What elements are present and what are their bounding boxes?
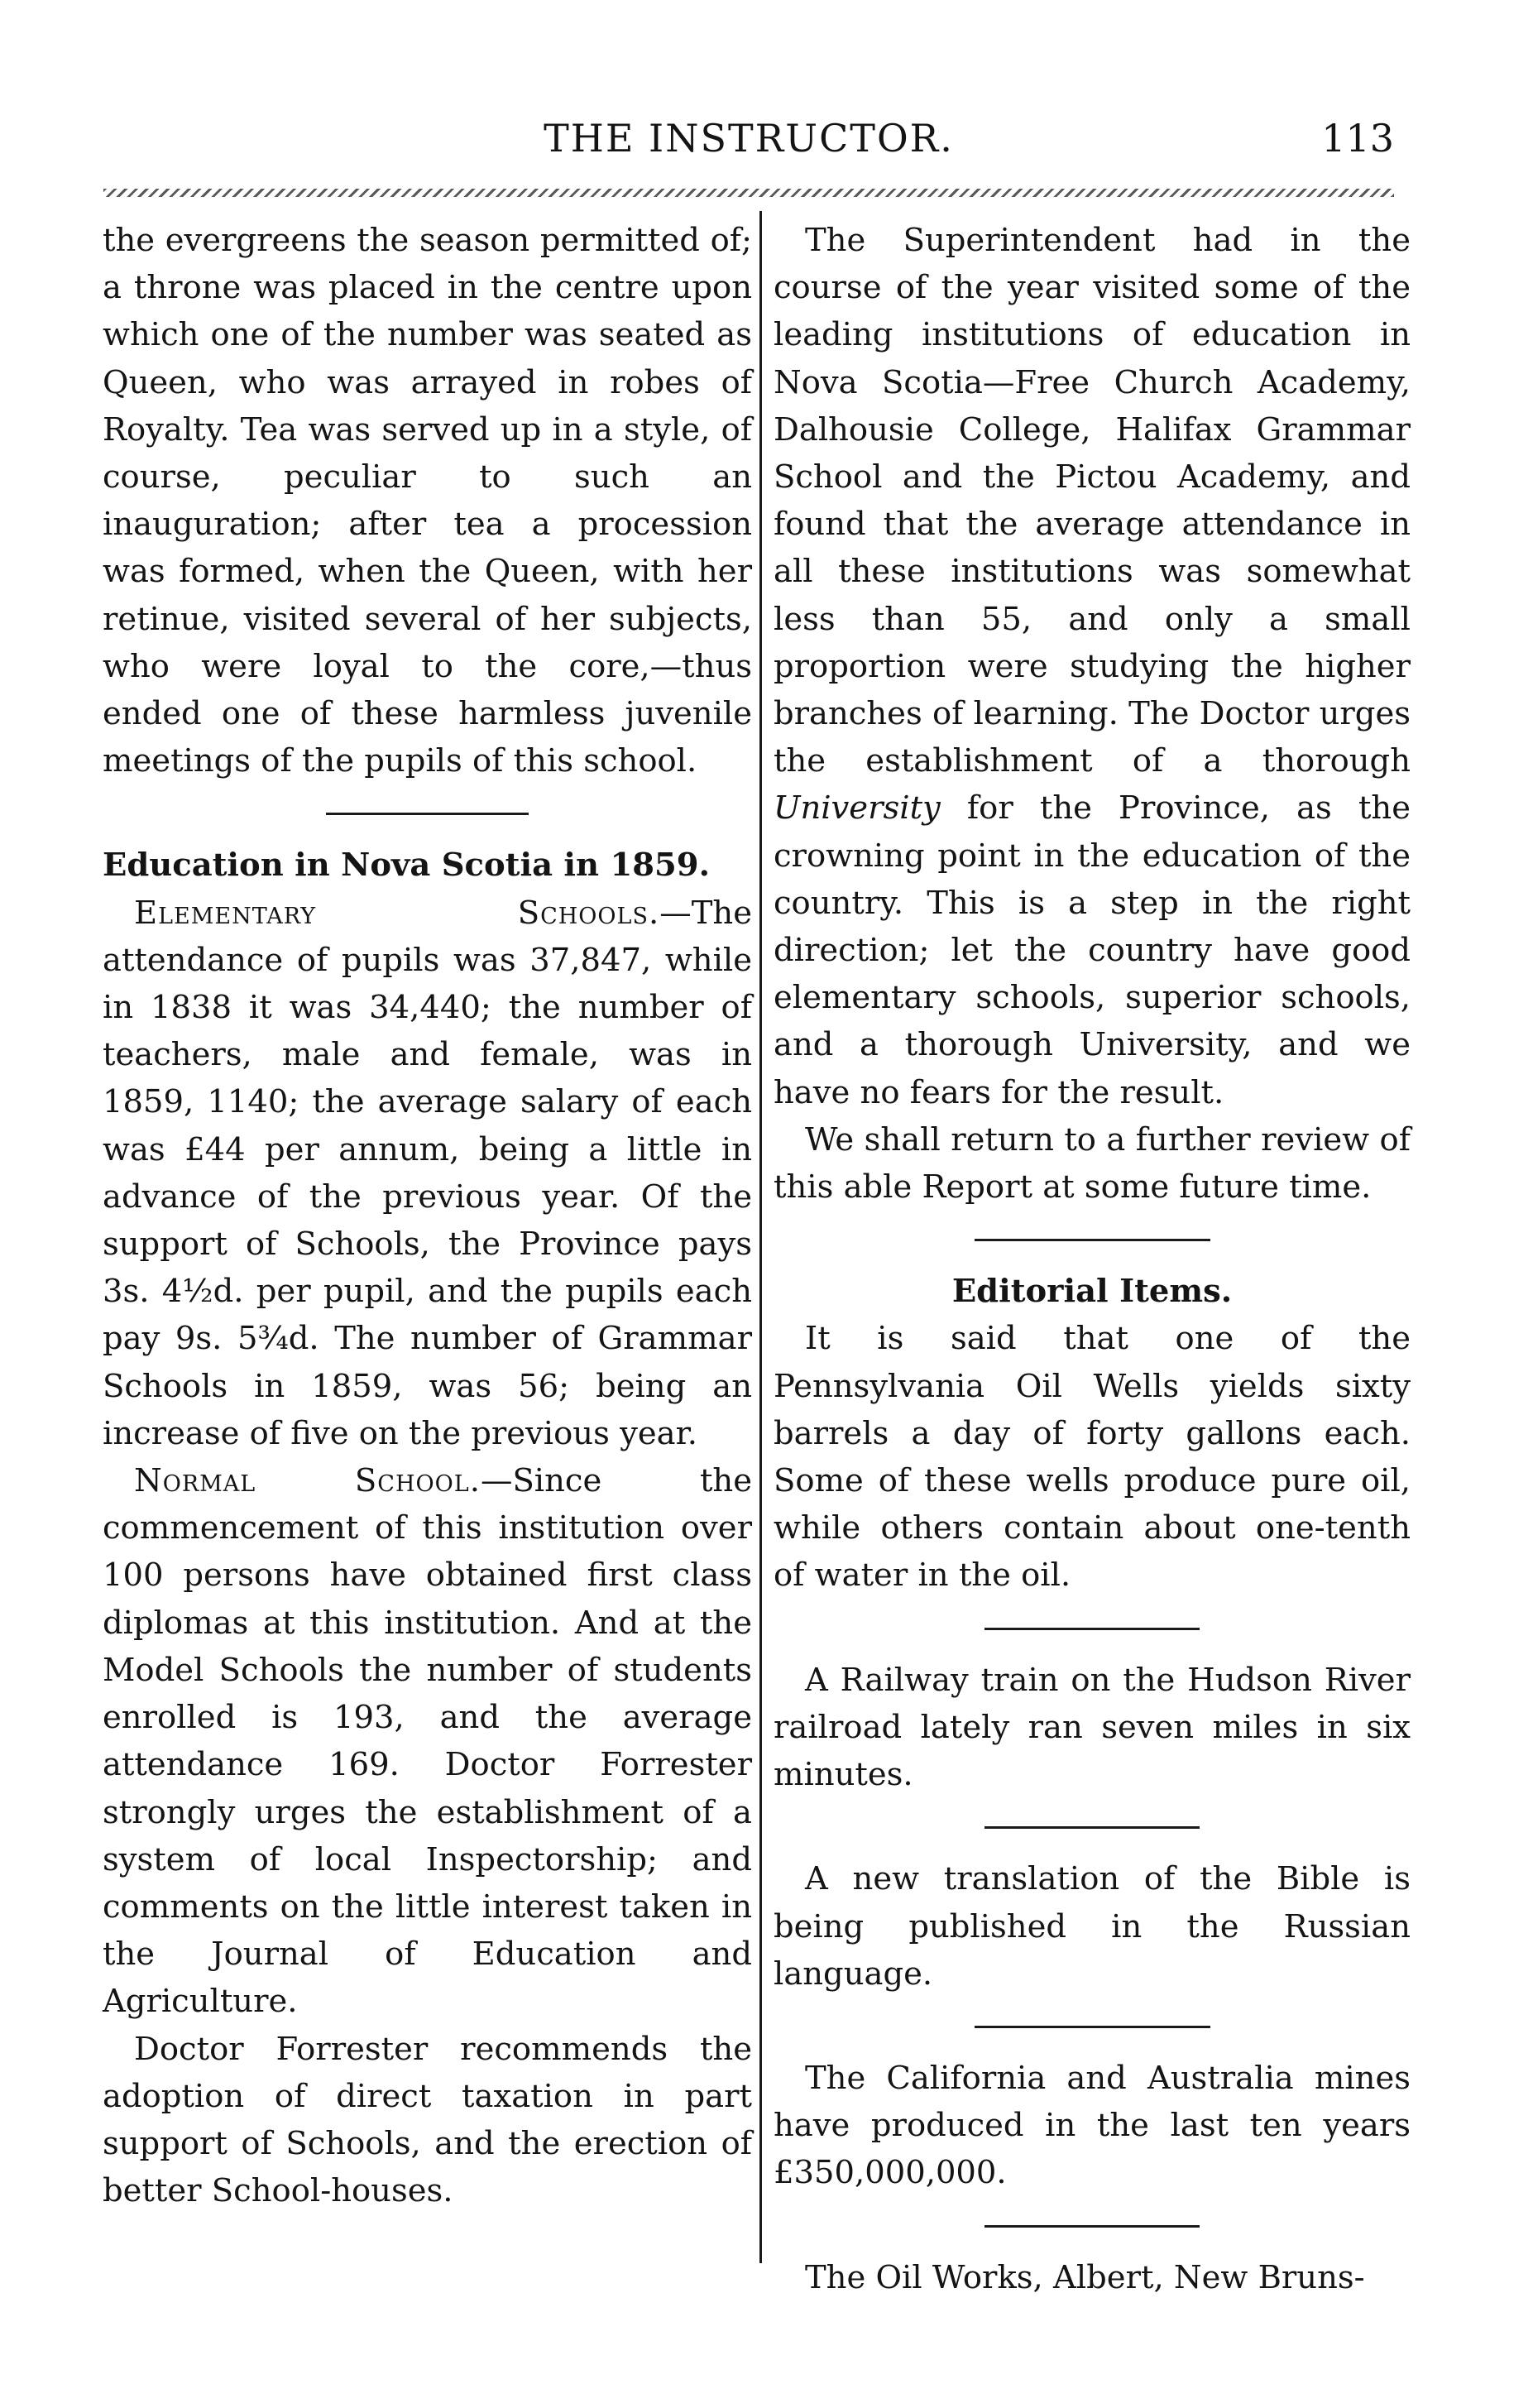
normal-school-text: —Since the commencement of this institution over 100 persons have obtained first class diplomas at this institution. And at the Model Schools the number of students enrolled is 193, and the average attendance 169. Doctor Forrester strongly urges the establishment of a system of local Inspectorship; and comments on the little interest taken in the Journal of Education and Agriculture.: [103, 1462, 753, 2021]
superintendent-text-end: for the Province, as the crowning point in the education of the country. This is a step in the right direction; let the country have good elementary schools, superior schools, and a thorough University, and we have no fears for the result.: [774, 789, 1411, 1111]
header-wavy-rule: [103, 189, 1394, 197]
superintendent-text: The Superintendent had in the course of the year visited some of the leading institutions of education in Nova Scotia—Free Church Academy, Dalhousie College, Halifax Grammar School and the Pictou Academy, and found that the average attendance in all these institutions was somewhat less than 55, and only a small proportion were studying the higher branches of learning. The Doctor urges the establishment of a thorough: [774, 222, 1411, 780]
paragraph-elementary-schools: [103, 890, 752, 1457]
normal-school-label: Normal School.: [134, 1462, 481, 1500]
paragraph-superintendent: [774, 217, 1411, 1116]
item-railway: A Railway train on the Hudson River railroad lately ran seven miles in six minutes.: [774, 1661, 1411, 1794]
right-column: [774, 217, 1411, 2301]
section-divider: [326, 813, 529, 815]
paragraph-normal-school: [103, 1457, 752, 2025]
column-divider: [759, 211, 762, 2263]
page-number: 113: [1321, 116, 1394, 161]
running-title: THE INSTRUCTOR.: [544, 116, 954, 161]
item-divider: [984, 1628, 1200, 1630]
item-oil-wells: It is said that one of the Pennsylvania Oil Wells yields sixty barrels a day of forty gallons each. Some of these wells produce pure oil, while others contain about one-tenth of water in the oil.: [774, 1320, 1411, 1595]
elementary-schools-label: Elementary Schools.: [134, 894, 660, 932]
item-bible-translation: A new translation of the Bible is being published in the Russian language.: [774, 1860, 1411, 1993]
section-heading-education: Education in Nova Scotia in 1859.: [103, 847, 711, 885]
item-divider: [975, 2026, 1210, 2028]
paragraph-further-review: We shall return to a further review of this able Report at some future time.: [774, 1120, 1411, 1206]
university-italic: University: [774, 789, 941, 827]
item-oil-works: The Oil Works, Albert, New Bruns-: [805, 2258, 1365, 2296]
paragraph-evergreens: the evergreens the season permitted of; a throne was placed in the centre upon which one of the number was seated as Queen, who was arrayed in robes of Royalty. Tea was served up in a style, of course, peculiar to such an inauguration; after tea a procession was formed, when the Queen, with her retinue, visited several of her subjects, who were loyal to the core,—thus ended one of these harmless juvenile meetings of the pupils of this school.: [103, 222, 752, 780]
item-divider: [984, 2225, 1200, 2228]
editorial-items-heading: Editorial Items.: [951, 1273, 1233, 1311]
item-mines: The California and Australia mines have produced in the last ten years £350,000,000.: [774, 2059, 1411, 2192]
item-divider: [984, 1826, 1200, 1829]
paragraph-forrester: Doctor Forrester recommends the adoption of direct taxation in part support of Schools, and the erection of better School-houses.: [103, 2030, 752, 2210]
section-divider: [975, 1239, 1210, 1241]
elementary-schools-text: —The attendance of pupils was 37,847, while in 1838 it was 34,440; the number of teachers, male and female, was in 1859, 1140; the average salary of each was £44 per annum, being a little in advance of the previous year. Of the support of Schools, the Province pays 3s. 4½d. per pupil, and the pupils each pay 9s. 5¾d. The number of Grammar Schools in 1859, was 56; being an increase of five on the previous year.: [103, 894, 752, 1452]
page-header: [103, 116, 1394, 174]
left-column: [103, 217, 752, 2214]
